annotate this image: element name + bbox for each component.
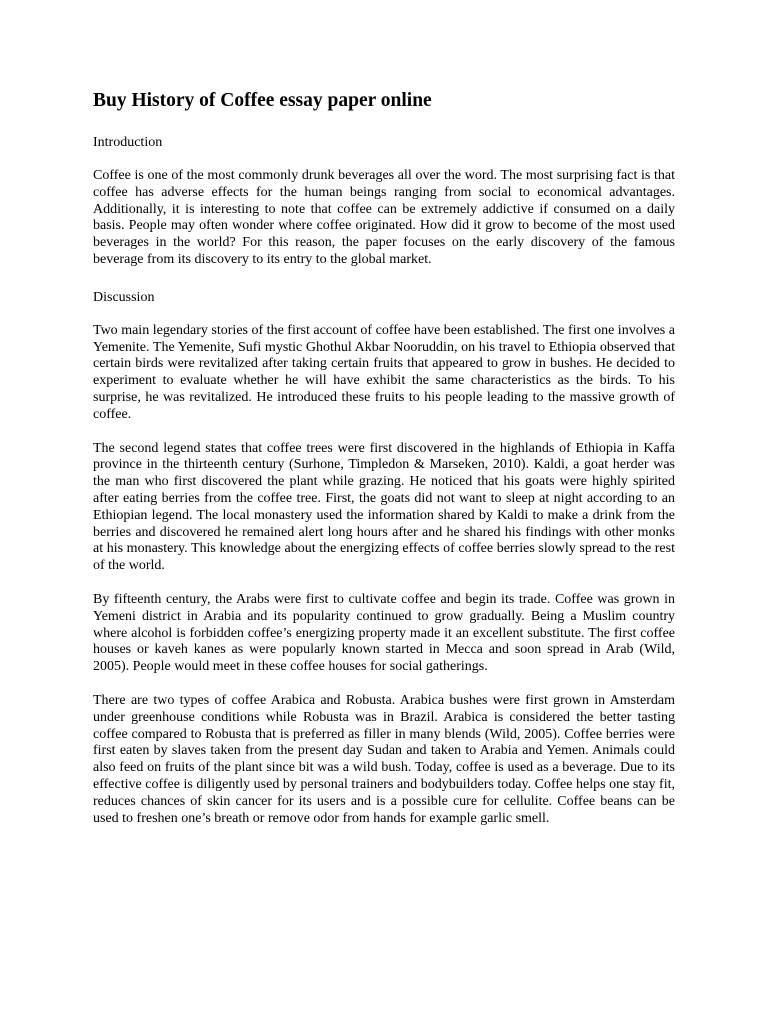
discussion-paragraph-4: There are two types of coffee Arabica and Robusta. Arabica bushes were first grown in Amsterdam under greenhouse conditions while Robusta was in Brazil. Arabica is considered the better tasting coffee compared to Robusta that is preferred as filler in many blends (Wild, 2005). Coffee berries were first eaten by slaves taken from the present day Sudan and taken to Arabia and Yemen. Animals could also feed on fruits of the plant since bit was a wild bush. Today, coffee is used as a beverage. Due to its effective coffee is diligently used by personal trainers and bodybuilders today. Coffee helps one stay fit, reduces chances of skin cancer for its users and is a possible cure for cellulite. Coffee beans can be used to freshen one’s breath or remove odor from hands for example garlic smell. (93, 692, 675, 826)
document-page (93, 88, 675, 827)
discussion-paragraph-3: By fifteenth century, the Arabs were first to cultivate coffee and begin its trade. Coffee was grown in Yemeni district in Arabia and its popularity continued to grow gradually. Being a Muslim country where alcohol is forbidden coffee’s energizing property made it an excellent substitute. The first coffee houses or kaveh kanes as were popularly known started in Mecca and soon spread in Arab (Wild, 2005). People would meet in these coffee houses for social gatherings. (93, 591, 675, 675)
discussion-paragraph-2: The second legend states that coffee trees were first discovered in the highlands of Ethiopia in Kaffa province in the thirteenth century (Surhone, Timpledon & Marseken, 2010). Kaldi, a goat herder was the man who first discovered the plant while grazing. He noticed that his goats were highly spirited after eating berries from the coffee tree. First, the goats did not want to sleep at night according to an Ethiopian legend. The local monastery used the information shared by Kaldi to make a drink from the berries and discovered he remained alert long hours after and he shared his findings with other monks at his monastery. This knowledge about the energizing effects of coffee berries slowly spread to the rest of the world. (93, 440, 675, 574)
section-heading-introduction: Introduction (93, 135, 163, 150)
introduction-paragraph: Coffee is one of the most commonly drunk beverages all over the word. The most surprising fact is that coffee has adverse effects for the human beings ranging from social to economical advantages. Additionally, it is interesting to note that coffee can be extremely addictive if consumed on a daily basis. People may often wonder where coffee originated. How did it grow to become of the most used beverages in the world? For this reason, the paper focuses on the early discovery of the famous beverage from its discovery to its entry to the global market. (93, 168, 675, 267)
discussion-paragraph-1: Two main legendary stories of the first account of coffee have been established. The first one involves a Yemenite. The Yemenite, Sufi mystic Ghothul Akbar Nooruddin, on his travel to Ethiopia observed that certain birds were revitalized after taking certain fruits that appeared to grow in bushes. He decided to experiment to evaluate whether he will have exhibit the same characteristics as the birds. To his surprise, he was revitalized. He introduced these fruits to his people leading to the massive growth of coffee. (93, 322, 675, 422)
section-heading-discussion: Discussion (93, 289, 155, 305)
document-title: Buy History of Coffee essay paper online (93, 90, 432, 111)
